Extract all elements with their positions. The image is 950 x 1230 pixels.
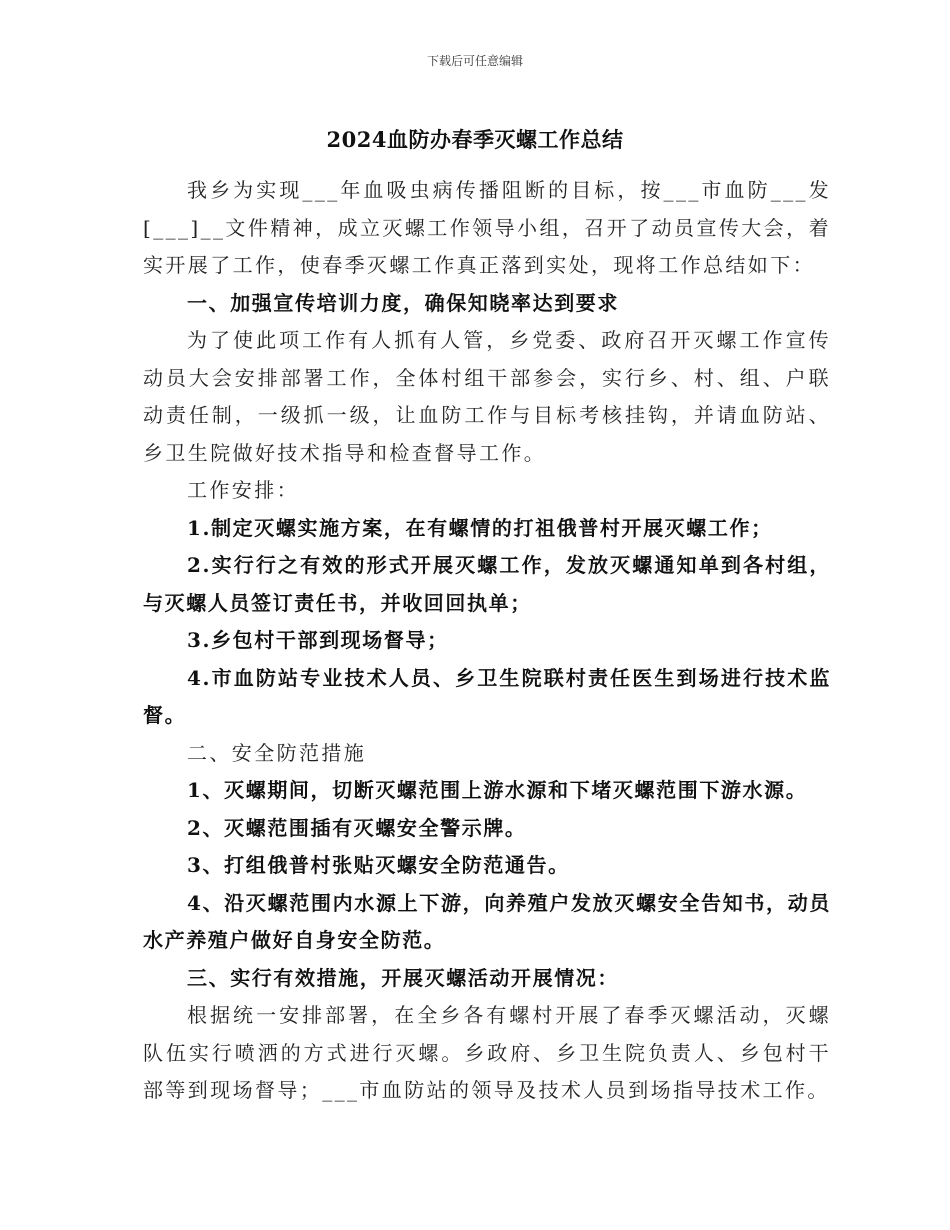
arrangement-item-2: 2.实行行之有效的形式开展灭螺工作，发放灭螺通知单到各村组，与灭螺人员签订责任书，并收回回执单； bbox=[143, 553, 831, 615]
document-body bbox=[143, 172, 831, 1110]
arrangement-item-4: 4.市血防站专业技术人员、乡卫生院联村责任医生到场进行技术监督。 bbox=[143, 665, 831, 727]
paragraph-section-1: 为了使此项工作有人抓有人管，乡党委、政府召开灭螺工作宣传动员大会安排部署工作，全体村组干部参会，实行乡、村、组、户联动责任制，一级抓一级，让血防工作与目标考核挂钩，并请血防站、乡卫生院做好技术指导和检查督导工作。 bbox=[143, 328, 831, 465]
safety-item-3: 3、打组俄普村张贴灭螺安全防范通告。 bbox=[187, 853, 570, 877]
section-heading-2: 二、安全防范措施 bbox=[187, 740, 367, 765]
work-arrangement-label: 工作安排： bbox=[187, 478, 299, 502]
section-heading-3: 三、实行有效措施，开展灭螺活动开展情况： bbox=[187, 965, 619, 990]
document-title: 2024血防办春季灭螺工作总结 bbox=[326, 127, 624, 152]
safety-item-4: 4、沿灭螺范围内水源上下游，向养殖户发放灭螺安全告知书，动员水产养殖户做好自身安全防范。 bbox=[143, 890, 831, 952]
safety-item-1: 1、灭螺期间，切断灭螺范围上游水源和下堵灭螺范围下游水源。 bbox=[187, 778, 808, 802]
paragraph-intro: 我乡为实现___年血吸虫病传播阻断的目标，按___市血防___发[___]__文件精神，成立灭螺工作领导小组，召开了动员宣传大会，着实开展了工作，使春季灭螺工作真正落到实处，现将工作总结如下： bbox=[143, 178, 831, 277]
safety-item-2: 2、灭螺范围插有灭螺安全警示牌。 bbox=[187, 815, 527, 840]
section-heading-1: 一、加强宣传培训力度，确保知晓率达到要求 bbox=[187, 290, 619, 315]
paragraph-section-3: 根据统一安排部署，在全乡各有螺村开展了春季灭螺活动，灭螺队伍实行喷洒的方式进行灭螺。乡政府、乡卫生院负责人、乡包村干部等到现场督导；___市血防站的领导及技术人员到场指导技术工作。 bbox=[143, 1003, 831, 1102]
arrangement-item-1: 1.制定灭螺实施方案，在有螺情的打祖俄普村开展灭螺工作； bbox=[187, 515, 773, 540]
arrangement-item-3: 3.乡包村干部到现场督导； bbox=[187, 628, 449, 652]
header-note: 下载后可任意编辑 bbox=[426, 54, 523, 68]
